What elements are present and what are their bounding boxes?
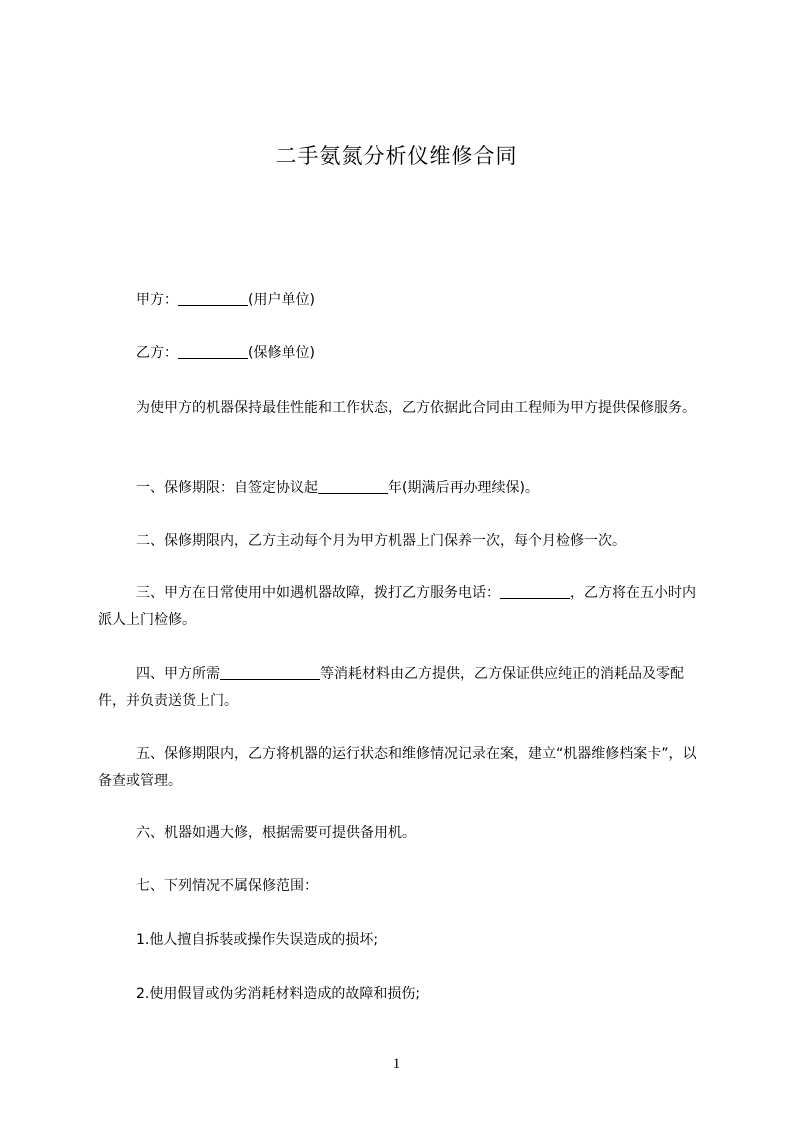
clause-1-blank — [318, 479, 388, 494]
party-b-line — [136, 340, 706, 367]
clause-1-text-start: 一、保修期限：自签定协议起 — [136, 480, 318, 496]
clause-2: 二、保修期限内，乙方主动每个月为甲方机器上门保养一次，每个月检修一次。 — [136, 533, 626, 549]
clause-4-text-end: 等消耗材料由乙方提供，乙方保证供应纯正的消耗品及零配件，并负责送货上门。 — [98, 666, 684, 709]
clause-3-text-start: 三、甲方在日常使用中如遇机器故障，拨打乙方服务电话： — [136, 585, 500, 601]
clause-6: 六、机器如遇大修，根据需要可提供备用机。 — [136, 825, 416, 841]
clause-7-item-1: 1.他人擅自拆装或操作失误造成的损坏; — [136, 932, 379, 948]
clause-4-blank — [220, 665, 320, 680]
party-a-label: 甲方： — [136, 292, 178, 308]
party-a-line — [136, 287, 706, 314]
clause-3-text-end: ，乙方将在五小时内派人上门检修。 — [98, 585, 696, 628]
party-b-note: (保修单位) — [248, 345, 315, 361]
clause-7: 七、下列情况不属保修范围： — [136, 878, 318, 894]
clause-4-text-start: 四、甲方所需 — [136, 666, 220, 682]
intro-paragraph: 为使甲方的机器保持最佳性能和工作状态，乙方依据此合同由工程师为甲方提供保修服务。 — [136, 400, 696, 416]
clause-4 — [98, 661, 706, 715]
party-b-blank — [178, 344, 248, 359]
clause-3-blank — [500, 584, 570, 599]
clause-1 — [136, 475, 706, 502]
document-title: 二手氨氮分析仪维修合同 — [275, 144, 518, 168]
party-a-blank — [178, 291, 248, 306]
party-b-label: 乙方： — [136, 345, 178, 361]
clause-3 — [98, 580, 706, 634]
clause-5: 五、保修期限内，乙方将机器的运行状态和维修情况记录在案，建立“机器维修档案卡”，以备查或管理。 — [98, 746, 697, 789]
clause-7-item-2: 2.使用假冒或伪劣消耗材料造成的故障和损伤; — [136, 986, 421, 1002]
clause-1-text-end: 年(期满后再办理续保)。 — [388, 480, 539, 496]
party-a-note: (用户单位) — [248, 292, 315, 308]
page-number: 1 — [392, 1056, 401, 1072]
